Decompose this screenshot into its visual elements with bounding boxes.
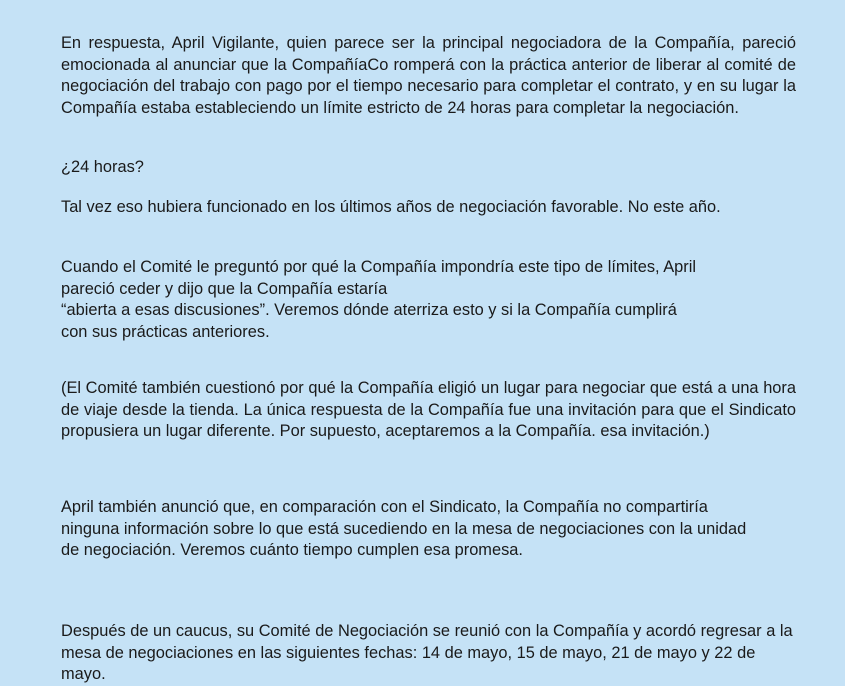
paragraph-line: pareció ceder y dijo que la Compañía estaría [61, 279, 388, 298]
paragraph-information-sharing: April también anunció que, en comparación con el Sindicato, la Compañía no compartiría ninguna información sobre lo que está sucediendo en la mesa de negociaciones con la unidad de negociación. Veremos cuánto tiempo cumplen esa promesa. [61, 498, 747, 559]
paragraph-line: Cuando el Comité le preguntó por qué la Compañía impondría este tipo de límites, April [61, 258, 697, 276]
paragraph-line: con sus prácticas anteriores. [61, 322, 270, 341]
paragraph-venue-question: (El Comité también cuestionó por qué la Compañía eligió un lugar para negociar que está a una hora de viaje desde la tienda. La única respuesta de la Compañía fue una invitación para que el Sindicato propusiera un lugar diferente. Por supuesto, aceptaremos a la Compañía. esa invitación.) [61, 379, 796, 440]
paragraph-meeting-dates: Después de un caucus, su Comité de Negociación se reunió con la Compañía y acordó regresar a la mesa de negociaciones en las siguientes fechas: 14 de mayo, 15 de mayo, 21 de mayo y 22 de mayo. [61, 622, 793, 683]
paragraph-committee-question [61, 257, 796, 343]
paragraph-24-hours-question: ¿24 horas? [61, 158, 144, 176]
paragraph-not-this-year: Tal vez eso hubiera funcionado en los últimos años de negociación favorable. No este año. [61, 198, 721, 216]
paragraph-negotiation-limit: En respuesta, April Vigilante, quien parece ser la principal negociadora de la Compañía, pareció emocionada al anunciar que la CompañíaCo romperá con la práctica anterior de liberar al comité de negociación del trabajo con pago por el tiempo necesario para completar el contrato, y en su lugar la Compañía estaba estableciendo un límite estricto de 24 horas para completar la negociación. [61, 34, 796, 117]
paragraph-line: “abierta a esas discusiones”. Veremos dónde aterriza esto y si la Compañía cumplirá [61, 301, 677, 319]
